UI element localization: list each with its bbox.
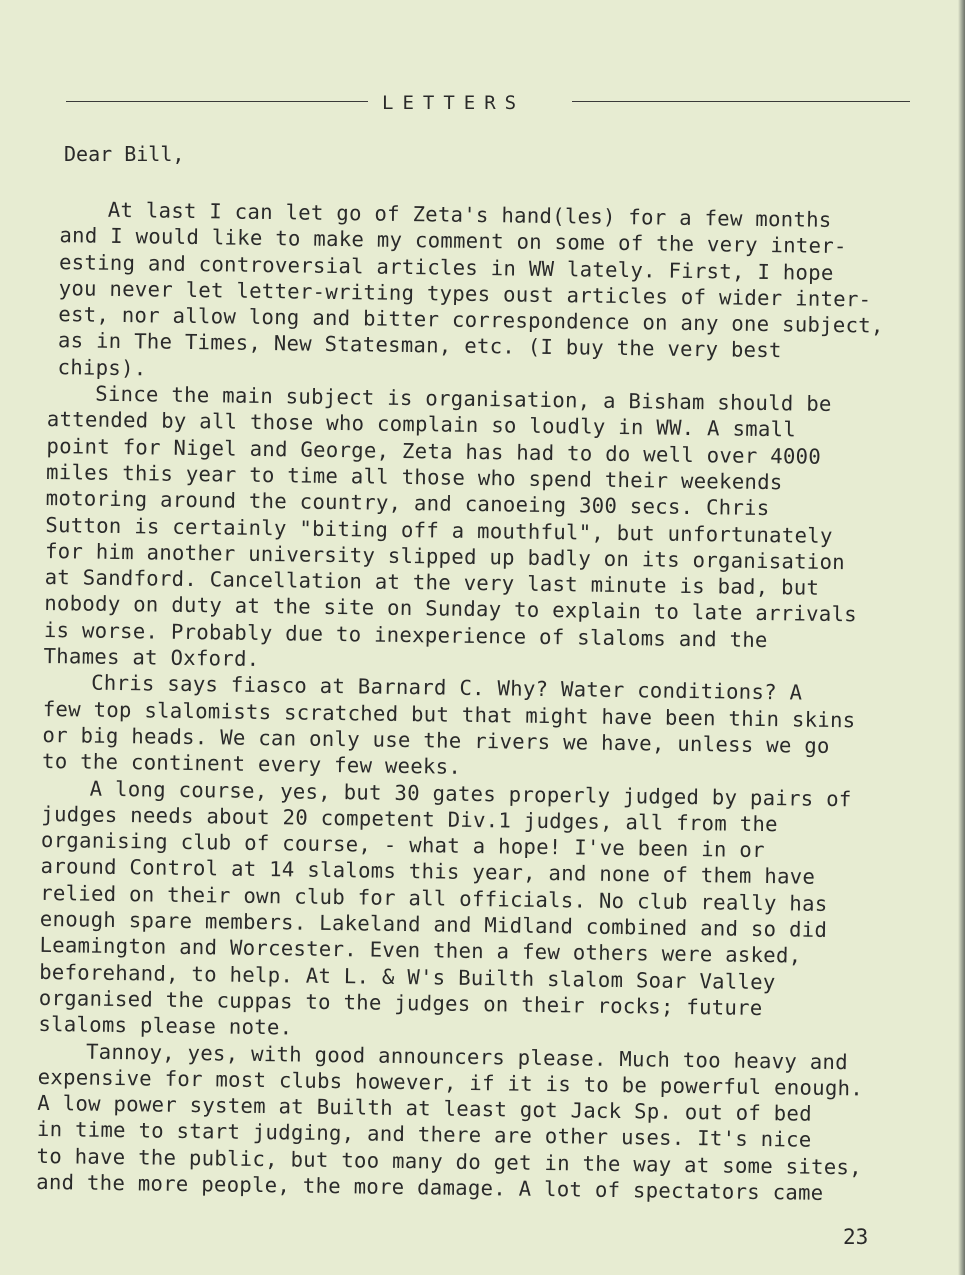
page-number: 23: [843, 1225, 869, 1249]
letter-paragraph: Tannoy, yes, with good announcers please. Much too heavy and expensive for most clubs however, if it is to be powerful enough. A low power system at Builth at least got Jack Sp. out of bed in time to start judging, and there are other uses. It's nice to have the public, but too many do get in the way at some sites, and the more people, the more damage. A lot of spectators came: [36, 1039, 864, 1205]
header-rule-right: [572, 101, 910, 102]
letter-paragraph: A long course, yes, but 30 gates properly judged by pairs of judges needs about 20 competent Div.1 judges, all from the organising club of course, - what a hope! I've been in or around Control at 14 slaloms this year, and none of them have relied on their own club for all officials. No club really has enough spare members. Lakeland and Midland combined and so did Leamington and Worcester. Even then a few others were asked, beforehand, to help. At L. & W's Builth slalom Soar Valley organised the cuppas to the judges on their rocks; future slaloms please note.: [38, 776, 852, 1040]
page-edge-shadow: [958, 0, 965, 1275]
section-title: LETTERS: [382, 92, 526, 114]
letter-paragraph: Chris says fiasco at Barnard C. Why? Water conditions? A few top slalomists scratched but that might have been thin skins or big heads. We can only use the rivers we have, unless we go to the continent every few weeks.: [41, 670, 856, 780]
header-rule-left: [66, 101, 368, 102]
section-header: [66, 92, 910, 116]
letter-salutation: Dear Bill,: [64, 142, 185, 166]
letter-paragraph: Since the main subject is organisation, a Bisham should be attended by all those who complain so loudly in WW. A small point for Nigel and George, Zeta has had to do well over 4000 miles this year to time all those who spend their weekends motoring around the country, and canoeing 300 secs. Chris Sutton is certainly "biting off a mouthful", but unfortunately for him another university slipped up badly on its organisation at Sandford. Cancellation at the very last minute is bad, but nobody on duty at the site on Sunday to explain to late arrivals is worse. Probably due to inexperience of slaloms and the Thames at Oxford.: [43, 381, 858, 672]
letter-paragraph: At last I can let go of Zeta's hand(les) for a few months and I would like to make my comment on some of the very inter- esting and controversial articles in WW lately. First, I hope you never let letter-writing types oust articles of wider inter- est, nor allow long and bitter correspondence on any one subject, as in The Times, New Statesman, etc. (I buy the very best chips).: [57, 197, 884, 381]
letter-body: [36, 196, 912, 1207]
